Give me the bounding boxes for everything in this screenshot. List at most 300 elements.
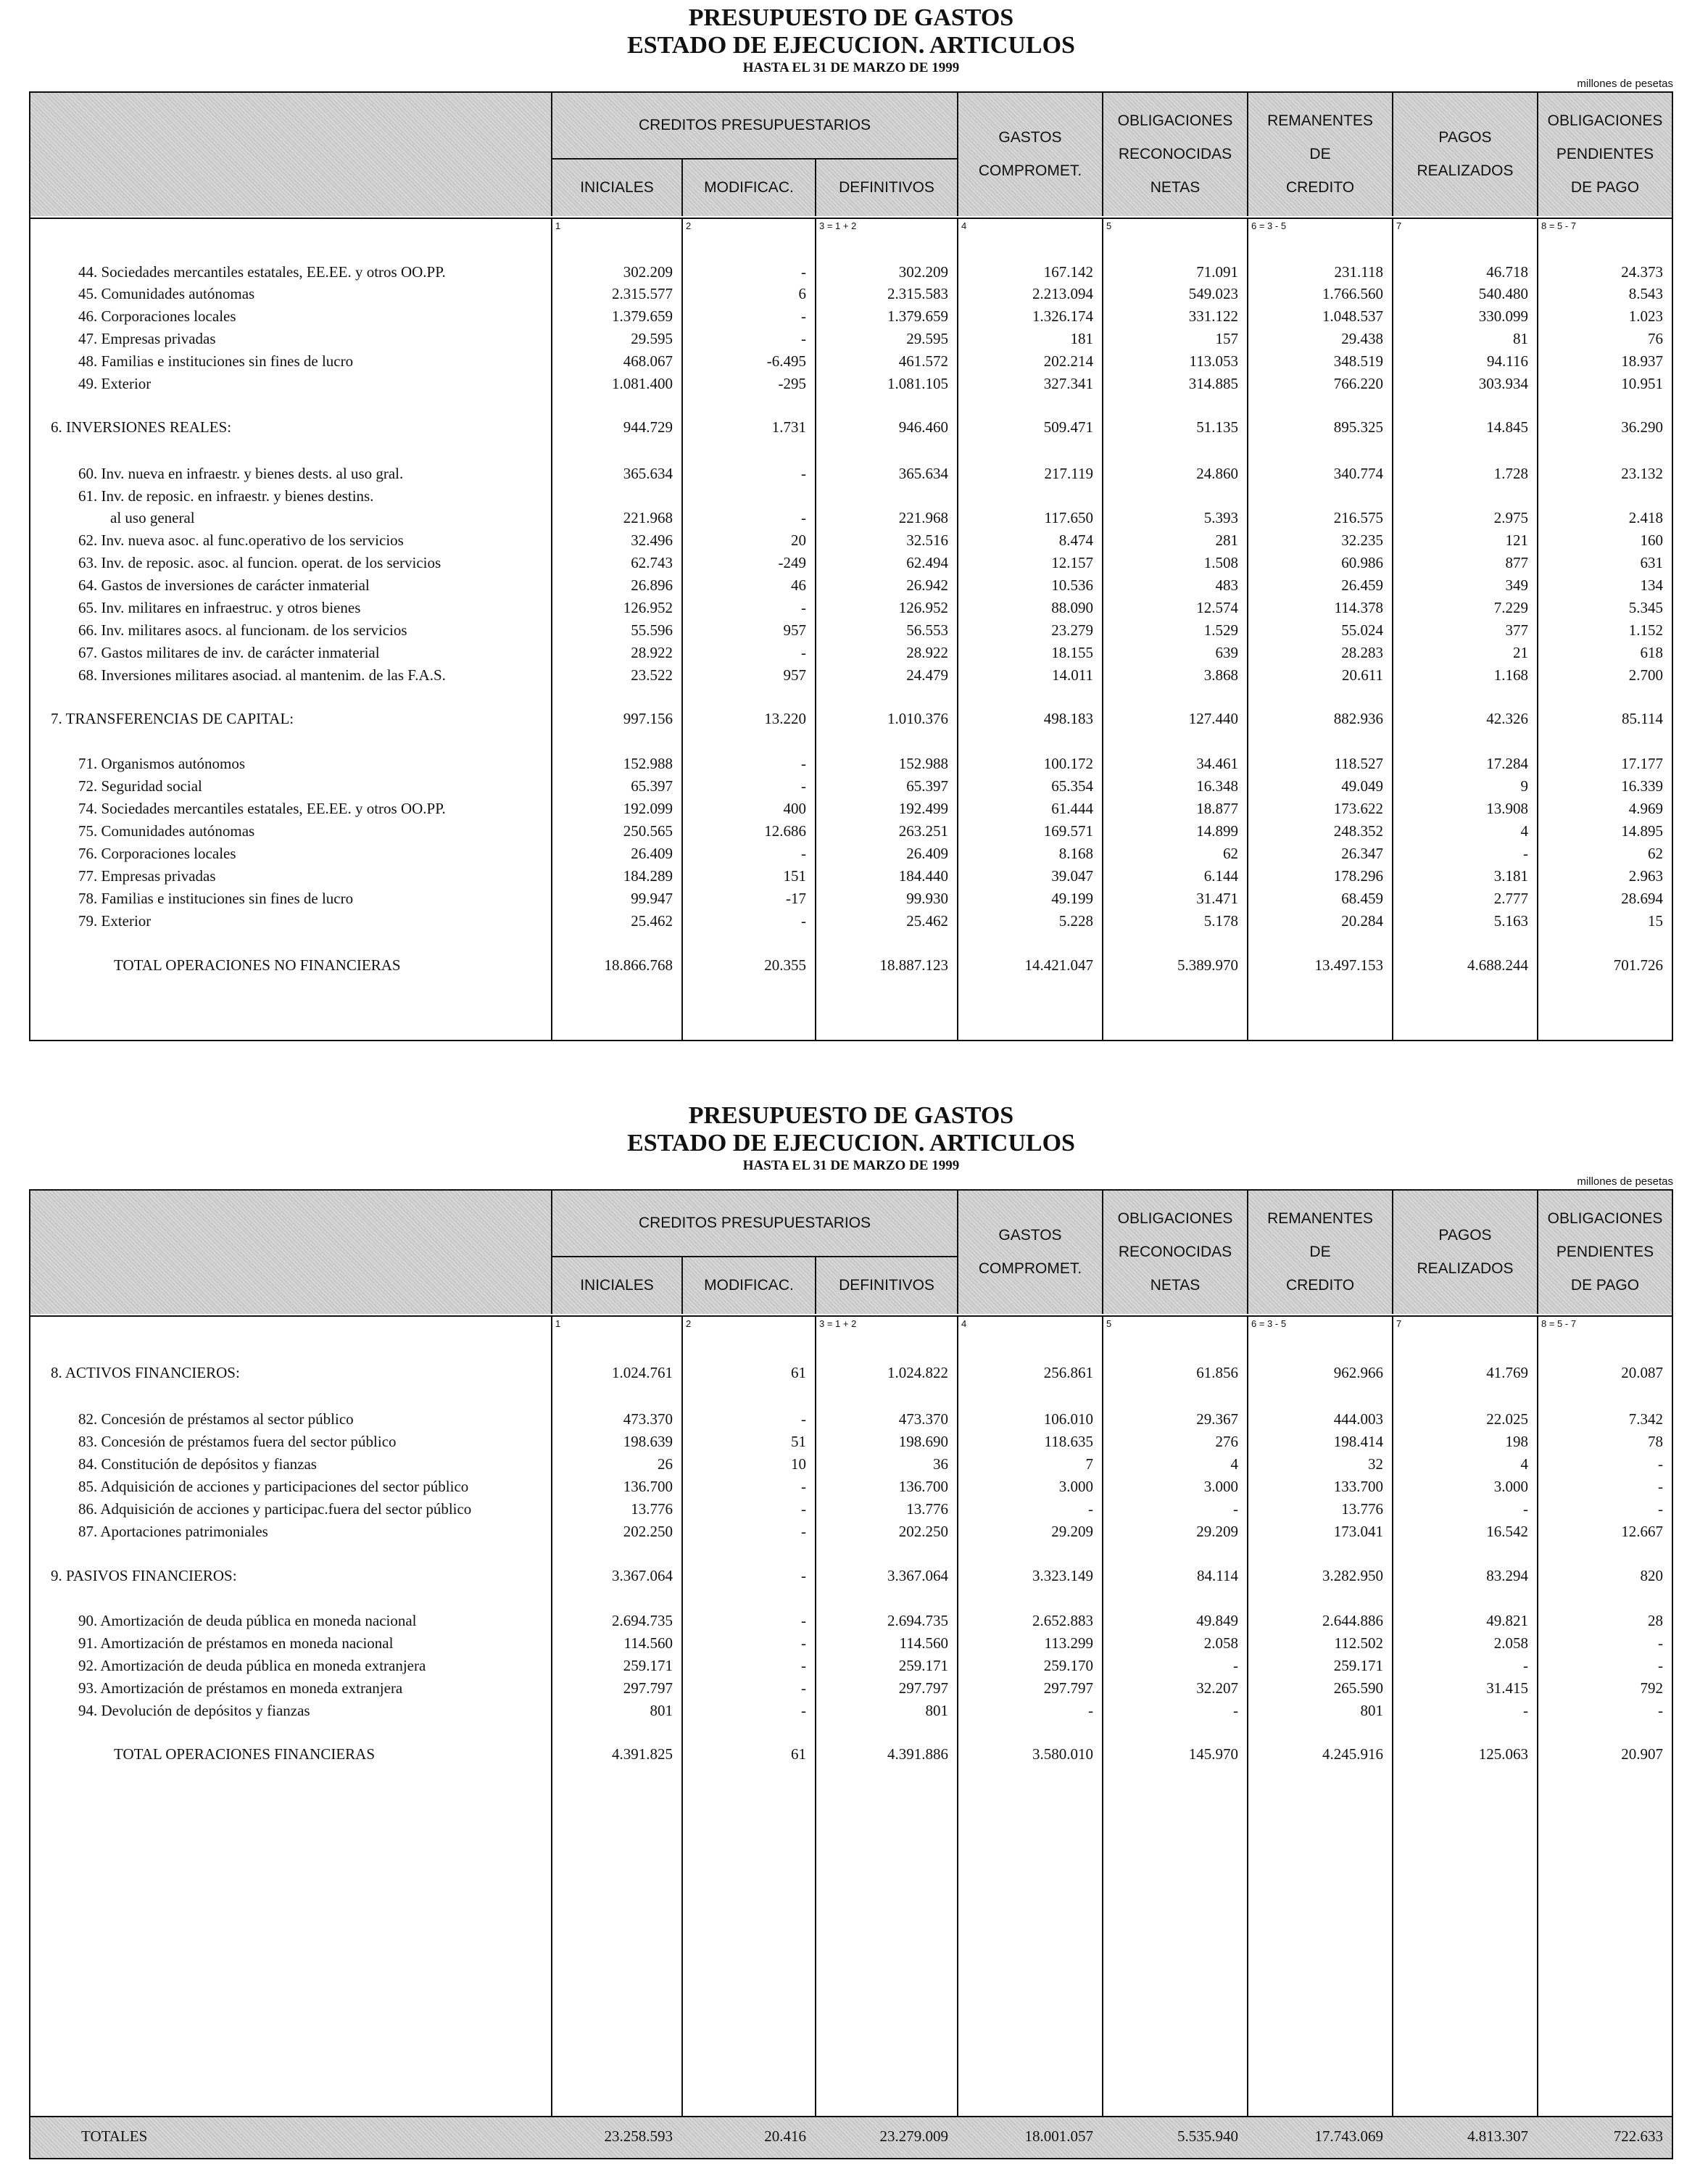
row-value: 51 xyxy=(791,1433,806,1450)
row-value: 549.023 xyxy=(1188,285,1238,302)
row-value: 10.951 xyxy=(1621,375,1663,392)
row-value: 4.391.886 xyxy=(887,1745,948,1763)
row-value: 46.718 xyxy=(1486,263,1528,281)
row-value: 29.438 xyxy=(1341,330,1383,347)
row-value: 221.968 xyxy=(898,509,948,526)
row-value: 2.975 xyxy=(1493,509,1528,526)
header-modificac xyxy=(681,1257,815,1314)
page1-title-block xyxy=(29,4,1673,77)
row-value: 18.866.768 xyxy=(604,956,673,974)
row-value: 23.132 xyxy=(1621,465,1663,482)
header-definitivos xyxy=(815,160,957,216)
section-heading-row xyxy=(30,416,1672,438)
row-value: 13.776 xyxy=(1341,1500,1383,1518)
row-value: 4 xyxy=(1520,822,1528,840)
row-label: al uso general xyxy=(110,509,195,526)
row-label: TOTAL OPERACIONES FINANCIERAS xyxy=(114,1745,376,1763)
row-value: 114.560 xyxy=(623,1634,673,1652)
table-header xyxy=(30,1191,1672,1317)
row-value: 20.907 xyxy=(1621,1745,1663,1763)
row-value: 20.284 xyxy=(1341,912,1383,930)
row-value: - xyxy=(801,1702,806,1719)
row-value: 302.209 xyxy=(898,263,948,281)
table-row xyxy=(30,283,1672,305)
row-value: 314.885 xyxy=(1188,375,1238,392)
row-value: - xyxy=(801,1634,806,1652)
row-value: 3.000 xyxy=(1058,1478,1093,1495)
row-value: 957 xyxy=(783,621,806,639)
row-value: 28 xyxy=(1648,1612,1663,1629)
section-heading-row xyxy=(30,1362,1672,1383)
row-value: 152.988 xyxy=(623,755,673,772)
row-value: 1.023 xyxy=(1628,307,1663,325)
row-value: 6 xyxy=(798,285,806,302)
row-value: 962.966 xyxy=(1333,1364,1383,1381)
row-label: 74. Sociedades mercantiles estatales, EE.EE. y otros OO.PP. xyxy=(78,800,446,817)
row-value: 12.574 xyxy=(1196,599,1238,616)
row-value: 16.542 xyxy=(1486,1523,1528,1540)
row-value: 26.459 xyxy=(1341,576,1383,594)
row-value: 217.119 xyxy=(1044,465,1093,482)
row-value: 14.421.047 xyxy=(1024,956,1093,974)
header-modificac-label: MODIFICAC. xyxy=(704,179,794,196)
row-value: 540.480 xyxy=(1478,285,1528,302)
row-value: 297.797 xyxy=(623,1679,673,1697)
row-value: 94.116 xyxy=(1487,352,1528,370)
row-value: 24.860 xyxy=(1196,465,1238,482)
row-value: 259.171 xyxy=(1333,1657,1383,1674)
row-label: 47. Empresas privadas xyxy=(78,330,216,347)
row-value: 3.580.010 xyxy=(1032,1745,1093,1763)
row-value: 7.229 xyxy=(1493,599,1528,616)
row-label: 61. Inv. de reposic. en infraestr. y bienes destins. xyxy=(78,487,374,505)
row-value: 5.163 xyxy=(1493,912,1528,930)
table-row xyxy=(30,1521,1672,1542)
row-value: - xyxy=(1658,1702,1663,1719)
header-remanentes xyxy=(1247,93,1392,216)
row-value: - xyxy=(1523,1500,1528,1518)
row-value: 1.379.659 xyxy=(612,307,673,325)
row-value: 42.326 xyxy=(1486,710,1528,727)
row-value: 297.797 xyxy=(1043,1679,1093,1697)
header-oblig-rec xyxy=(1102,93,1247,216)
row-label: 9. PASIVOS FINANCIEROS: xyxy=(51,1567,237,1584)
row-value: 14.895 xyxy=(1621,822,1663,840)
row-value: 25.462 xyxy=(631,912,673,930)
header-creditos-label: CREDITOS PRESUPUESTARIOS xyxy=(638,117,871,133)
row-value: 4.245.916 xyxy=(1322,1745,1383,1763)
row-value: 68.459 xyxy=(1341,890,1383,907)
row-value: 882.936 xyxy=(1333,710,1383,727)
row-value: 184.289 xyxy=(623,867,673,885)
row-label: 64. Gastos de inversiones de carácter inmaterial xyxy=(78,576,370,594)
row-label: 77. Empresas privadas xyxy=(78,867,216,885)
row-value: 2.315.583 xyxy=(887,285,948,302)
row-value: 1.508 xyxy=(1203,554,1238,571)
row-value: 3.868 xyxy=(1203,666,1238,684)
row-value: 126.952 xyxy=(623,599,673,616)
row-label: 78. Familias e instituciones sin fines de lucro xyxy=(78,890,354,907)
row-value: 327.341 xyxy=(1043,375,1093,392)
row-value: 701.726 xyxy=(1613,956,1663,974)
row-value: 330.099 xyxy=(1478,307,1528,325)
row-value: 49.849 xyxy=(1196,1612,1238,1629)
row-label: 92. Amortización de deuda pública en moneda extranjera xyxy=(78,1657,426,1674)
table-row xyxy=(30,1677,1672,1699)
row-value: 133.700 xyxy=(1333,1478,1383,1495)
row-value: 365.634 xyxy=(898,465,948,482)
row-label: 82. Concesión de préstamos al sector público xyxy=(78,1410,354,1428)
header-oblig-rec xyxy=(1102,1191,1247,1314)
row-label: 45. Comunidades autónomas xyxy=(78,285,255,302)
row-value: 348.519 xyxy=(1333,352,1383,370)
row-value: 2.058 xyxy=(1493,1634,1528,1652)
row-label: 63. Inv. de reposic. asoc. al funcion. operat. de los servicios xyxy=(78,554,441,571)
row-value: 468.067 xyxy=(623,352,673,370)
header-gastos-line2: COMPROMET. xyxy=(978,1260,1082,1277)
row-value: 117.650 xyxy=(1044,509,1093,526)
table-row xyxy=(30,1431,1672,1452)
row-value: 29.595 xyxy=(631,330,673,347)
row-value: 36 xyxy=(933,1455,948,1473)
header-label-block xyxy=(30,1191,551,1314)
table-row xyxy=(30,642,1672,663)
row-value: - xyxy=(801,330,806,347)
table-row xyxy=(30,574,1672,596)
row-value: - xyxy=(801,1657,806,1674)
row-value: 5.393 xyxy=(1203,509,1238,526)
row-value: 13.497.153 xyxy=(1314,956,1383,974)
row-value: 152.988 xyxy=(898,755,948,772)
row-value: 2.644.886 xyxy=(1322,1612,1383,1629)
row-value: 631 xyxy=(1640,554,1663,571)
header-gastos-line1: GASTOS xyxy=(998,129,1062,146)
row-value: 2.213.094 xyxy=(1032,285,1093,302)
row-value: 65.354 xyxy=(1051,777,1093,795)
row-value: 766.220 xyxy=(1333,375,1383,392)
header-iniciales xyxy=(551,160,681,216)
row-value: 18.887.123 xyxy=(879,956,948,974)
row-value: 1.048.537 xyxy=(1322,307,1383,325)
table-row xyxy=(30,552,1672,574)
row-value: 877 xyxy=(1505,554,1528,571)
header-gastos xyxy=(957,93,1102,216)
page1-table xyxy=(29,91,1673,1041)
row-value: -249 xyxy=(778,554,806,571)
header-pagos xyxy=(1392,1191,1537,1314)
row-label: 84. Constitución de depósitos y fianzas xyxy=(78,1455,317,1473)
row-value: 4 xyxy=(1230,1455,1238,1473)
row-value: 13.776 xyxy=(906,1500,948,1518)
row-value: - xyxy=(801,845,806,862)
row-value: 820 xyxy=(1640,1567,1663,1584)
row-value: 49.049 xyxy=(1341,777,1383,795)
row-value: 61 xyxy=(791,1364,806,1381)
row-value: 444.003 xyxy=(1333,1410,1383,1428)
column-number: 7 xyxy=(1396,1318,1402,1329)
totales-row xyxy=(30,2116,1672,2158)
row-value: 461.572 xyxy=(898,352,948,370)
row-value: 20.355 xyxy=(764,956,806,974)
row-value: 49.199 xyxy=(1051,890,1093,907)
header-oblig-pend-line1: OBLIGACIONES xyxy=(1547,1210,1663,1227)
row-value: 946.460 xyxy=(898,418,948,436)
row-value: - xyxy=(801,307,806,325)
table-row xyxy=(30,910,1672,932)
table-row xyxy=(30,1498,1672,1520)
table-row xyxy=(30,1476,1672,1497)
row-value: 21 xyxy=(1513,644,1528,661)
table-row xyxy=(30,1408,1672,1430)
row-value: - xyxy=(801,1410,806,1428)
row-value: 2.652.883 xyxy=(1032,1612,1093,1629)
table-row xyxy=(30,261,1672,283)
row-label: 66. Inv. militares asocs. al funcionam. de los servicios xyxy=(78,621,407,639)
row-value: 3.000 xyxy=(1203,1478,1238,1495)
row-value: 498.183 xyxy=(1043,710,1093,727)
row-value: 1.152 xyxy=(1628,621,1663,639)
row-value: 39.047 xyxy=(1051,867,1093,885)
page2-date: HASTA EL 31 DE MARZO DE 1999 xyxy=(742,1158,960,1173)
row-value: 17.284 xyxy=(1486,755,1528,772)
row-value: 71.091 xyxy=(1196,263,1238,281)
row-value: 340.774 xyxy=(1333,465,1383,482)
row-value: 216.575 xyxy=(1333,509,1383,526)
row-value: 125.063 xyxy=(1478,1745,1528,1763)
row-value: - xyxy=(801,263,806,281)
row-value: 3.000 xyxy=(1493,1478,1528,1495)
header-oblig-rec-line2: RECONOCIDAS xyxy=(1118,146,1232,162)
row-value: - xyxy=(1658,1657,1663,1674)
row-value: 1.326.174 xyxy=(1032,307,1093,325)
row-value: 20 xyxy=(791,531,806,549)
row-value: - xyxy=(1658,1634,1663,1652)
row-value: 12.686 xyxy=(764,822,806,840)
row-value: 26.347 xyxy=(1341,845,1383,862)
row-value: 297.797 xyxy=(898,1679,948,1697)
table-row xyxy=(30,775,1672,797)
table-row xyxy=(30,865,1672,887)
row-label: 44. Sociedades mercantiles estatales, EE.EE. y otros OO.PP. xyxy=(78,263,446,281)
row-label: 65. Inv. militares en infraestruc. y otros bienes xyxy=(78,599,361,616)
row-value: 7.342 xyxy=(1628,1410,1663,1428)
row-value: 16.348 xyxy=(1196,777,1238,795)
row-value: 83.294 xyxy=(1486,1567,1528,1584)
row-value: 3.282.950 xyxy=(1322,1567,1383,1584)
row-value: - xyxy=(801,1500,806,1518)
row-value: 32.207 xyxy=(1196,1679,1238,1697)
row-value: 895.325 xyxy=(1333,418,1383,436)
row-value: - xyxy=(801,509,806,526)
row-value: 957 xyxy=(783,666,806,684)
row-value: 473.370 xyxy=(898,1410,948,1428)
header-oblig-rec-line3: NETAS xyxy=(1150,1277,1201,1294)
row-value: - xyxy=(801,1523,806,1540)
row-value: 81 xyxy=(1513,330,1528,347)
column-number: 6 = 3 - 5 xyxy=(1251,220,1287,231)
page2-table xyxy=(29,1189,1673,2159)
row-value: - xyxy=(1523,1657,1528,1674)
row-value: 2.963 xyxy=(1628,867,1663,885)
header-oblig-rec-line3: NETAS xyxy=(1150,179,1201,196)
row-value: -17 xyxy=(786,890,806,907)
row-value: 114.560 xyxy=(899,1634,948,1652)
table-row xyxy=(30,1700,1672,1721)
row-value: 5.228 xyxy=(1058,912,1093,930)
row-value: 76 xyxy=(1648,330,1663,347)
row-value: 265.590 xyxy=(1333,1679,1383,1697)
row-value: 24.373 xyxy=(1621,263,1663,281)
page1-section xyxy=(29,4,1673,1041)
column-number: 3 = 1 + 2 xyxy=(819,1318,857,1329)
row-value: 167.142 xyxy=(1043,263,1093,281)
header-oblig-pend xyxy=(1537,1191,1672,1314)
row-value: 509.471 xyxy=(1043,418,1093,436)
row-label: 6. INVERSIONES REALES: xyxy=(51,418,232,436)
row-value: 2.700 xyxy=(1628,666,1663,684)
row-value: 20.611 xyxy=(1342,666,1383,684)
row-value: 151 xyxy=(783,867,806,885)
row-label: 67. Gastos militares de inv. de carácter inmaterial xyxy=(78,644,380,661)
row-label: 60. Inv. nueva en infraestr. y bienes dests. al uso gral. xyxy=(78,465,404,482)
row-value: - xyxy=(801,644,806,661)
row-value: 13.908 xyxy=(1486,800,1528,817)
row-value: 22.025 xyxy=(1486,1410,1528,1428)
row-value: 8.168 xyxy=(1058,845,1093,862)
row-value: 134 xyxy=(1640,576,1663,594)
row-value: 127.440 xyxy=(1188,710,1238,727)
page2-section xyxy=(29,1102,1673,2159)
row-value: 136.700 xyxy=(898,1478,948,1495)
row-value: 26.942 xyxy=(906,576,948,594)
header-creditos xyxy=(551,1191,957,1256)
row-value: 55.024 xyxy=(1341,621,1383,639)
row-value: 106.010 xyxy=(1043,1410,1093,1428)
row-value: 41.769 xyxy=(1486,1364,1528,1381)
row-label: 8. ACTIVOS FINANCIEROS: xyxy=(51,1364,240,1381)
column-number: 6 = 3 - 5 xyxy=(1251,1318,1287,1329)
row-value: 26.409 xyxy=(631,845,673,862)
row-label: 87. Aportaciones patrimoniales xyxy=(78,1523,268,1540)
row-value: 1.728 xyxy=(1493,465,1528,482)
row-value: 5.345 xyxy=(1628,599,1663,616)
row-value: - xyxy=(1088,1500,1093,1518)
table-row xyxy=(30,753,1672,774)
row-label: 75. Comunidades autónomas xyxy=(78,822,255,840)
totales-value: 722.633 xyxy=(1613,2127,1663,2145)
row-value: 331.122 xyxy=(1188,307,1238,325)
header-oblig-pend-line1: OBLIGACIONES xyxy=(1547,112,1663,129)
header-modificac xyxy=(681,160,815,216)
row-label: 48. Familias e instituciones sin fines de lucro xyxy=(78,352,354,370)
row-value: 202.250 xyxy=(898,1523,948,1540)
row-value: 1.024.822 xyxy=(887,1364,948,1381)
row-label: TOTAL OPERACIONES NO FINANCIERAS xyxy=(114,956,401,974)
row-value: 181 xyxy=(1070,330,1093,347)
header-pagos-line1: PAGOS xyxy=(1438,1227,1492,1244)
row-value: 29.209 xyxy=(1196,1523,1238,1540)
page2-title-block xyxy=(29,1102,1673,1175)
row-value: 192.499 xyxy=(898,800,948,817)
row-value: 173.622 xyxy=(1333,800,1383,817)
row-value: 198.639 xyxy=(623,1433,673,1450)
row-value: 14.899 xyxy=(1196,822,1238,840)
row-value: 198.414 xyxy=(1333,1433,1383,1450)
row-value: 303.934 xyxy=(1478,375,1528,392)
row-label: 76. Corporaciones locales xyxy=(78,845,236,862)
row-value: 202.250 xyxy=(623,1523,673,1540)
row-value: 3.181 xyxy=(1493,867,1528,885)
row-value: 12.667 xyxy=(1621,1523,1663,1540)
row-value: 51.135 xyxy=(1196,418,1238,436)
row-label: 85. Adquisición de acciones y participaciones del sector público xyxy=(78,1478,469,1495)
header-pagos xyxy=(1392,93,1537,216)
row-label: 72. Seguridad social xyxy=(78,777,202,795)
row-value: 302.209 xyxy=(623,263,673,281)
table-row xyxy=(30,619,1672,641)
header-remanentes-line2: DE xyxy=(1309,146,1331,162)
row-value: 99.930 xyxy=(906,890,948,907)
row-label: 83. Concesión de préstamos fuera del sector público xyxy=(78,1433,397,1450)
row-value: 28.922 xyxy=(906,644,948,661)
row-value: 49.821 xyxy=(1486,1612,1528,1629)
row-value: 12.157 xyxy=(1051,554,1093,571)
header-iniciales xyxy=(551,1257,681,1314)
row-value: 62.494 xyxy=(906,554,948,571)
totales-value: 20.416 xyxy=(764,2127,806,2145)
row-value: 61.444 xyxy=(1051,800,1093,817)
row-value: 113.299 xyxy=(1044,1634,1093,1652)
row-value: 944.729 xyxy=(623,418,673,436)
row-value: 25.462 xyxy=(906,912,948,930)
row-value: - xyxy=(1658,1500,1663,1518)
total-row xyxy=(30,1743,1672,1765)
row-value: 20.087 xyxy=(1621,1364,1663,1381)
row-value: 31.471 xyxy=(1196,890,1238,907)
header-iniciales-label: INICIALES xyxy=(580,179,654,196)
row-value: 14.011 xyxy=(1052,666,1093,684)
row-label: 94. Devolución de depósitos y fianzas xyxy=(78,1702,310,1719)
row-value: 1.081.105 xyxy=(887,375,948,392)
row-value: 4.688.244 xyxy=(1467,956,1528,974)
row-value: 1.168 xyxy=(1493,666,1528,684)
row-value: 400 xyxy=(783,800,806,817)
row-value: 10 xyxy=(791,1455,806,1473)
page1-title-sub: ESTADO DE EJECUCION. ARTICULOS xyxy=(627,32,1075,59)
row-value: 29.209 xyxy=(1051,1523,1093,1540)
row-value: 473.370 xyxy=(623,1410,673,1428)
page2-title: PRESUPUESTO DE GASTOS xyxy=(688,1102,1014,1129)
header-definitivos-label: DEFINITIVOS xyxy=(839,179,934,196)
row-value: 85.114 xyxy=(1622,710,1663,727)
row-value: 1.766.560 xyxy=(1322,285,1383,302)
row-value: 259.170 xyxy=(1043,1657,1093,1674)
table-row xyxy=(30,373,1672,394)
total-row xyxy=(30,954,1672,976)
row-value: 15 xyxy=(1648,912,1663,930)
totales-value: 18.001.057 xyxy=(1024,2127,1093,2145)
column-number: 4 xyxy=(961,1318,967,1329)
row-value: 639 xyxy=(1215,644,1238,661)
totales-label: TOTALES xyxy=(81,2127,148,2145)
row-value: 23.522 xyxy=(631,666,673,684)
row-value: 192.099 xyxy=(623,800,673,817)
row-value: 2.418 xyxy=(1628,509,1663,526)
row-value: 2.058 xyxy=(1203,1634,1238,1652)
row-value: 18.877 xyxy=(1196,800,1238,817)
row-value: - xyxy=(801,599,806,616)
row-value: 32 xyxy=(1368,1455,1383,1473)
